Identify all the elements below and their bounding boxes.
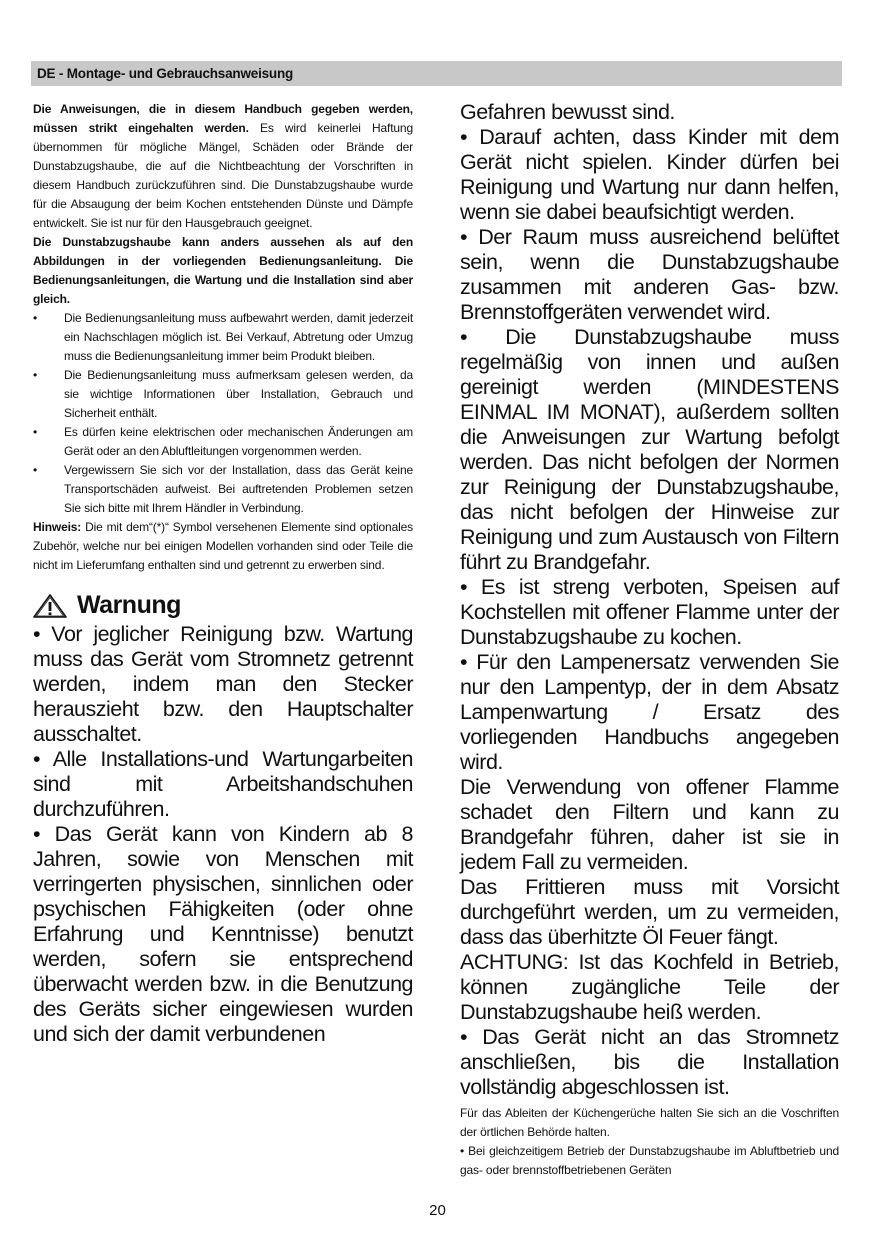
safety-paragraph: • Für den Lampenersatz verwenden Sie nur den Lampentyp, der in dem Absatz Lampenwartung / Ersatz des vorliegenden Handbuchs angegeben wird. [460, 650, 839, 774]
intro-text-block [33, 100, 413, 575]
list-item-text: Vergewissern Sie sich vor der Installation, dass das Gerät keine Transportschäden aufweist. Bei auftretenden Problemen setzen Sie sich bitte mit Ihrem Händler in Verbindung. [64, 463, 413, 515]
right-column [460, 100, 839, 1180]
safety-paragraph: • Darauf achten, dass Kinder mit dem Gerät nicht spielen. Kinder dürfen bei Reinigung und Wartung nur dann helfen, wenn sie dabei beaufsichtigt werden. [460, 125, 839, 224]
safety-paragraph: • Es ist streng verboten, Speisen auf Kochstellen mit offener Flamme unter der Dunstabzugshaube zu kochen. [460, 575, 839, 649]
notice-paragraph: Die Dunstabzugshaube kann anders aussehen als auf den Abbildungen in der vorliegenden Bedienungsanleitung. Die Bedienungsanleitungen, die Wartung und die Installation sind aber gleich. [33, 235, 413, 306]
hinweis-paragraph [33, 518, 413, 575]
safety-paragraph: Die Verwendung von offener Flamme schadet den Filtern und kann zu Brandgefahr führen, daher ist sie in jedem Fall zu vermeiden. [460, 775, 839, 874]
bullet-icon: • [33, 311, 38, 325]
intro-text: Es wird keinerlei Haftung übernommen für mögliche Mängel, Schäden oder Brände der Dunstabzugshaube, die auf die Nichtbeachtung der Vorschriften in diesem Handbuch zurückzuführen sind. Die Dunstabzugshaube wurde für die Absaugung der beim Kochen entstehenden Dünste und Dämpfe entwickelt. Sie ist nur für den Hausgebrauch geeignet. [33, 121, 413, 230]
page-number: 20 [429, 1202, 446, 1219]
bullet-icon: • [33, 463, 38, 477]
hinweis-label: Hinweis: [33, 520, 82, 534]
safety-paragraph: Gefahren bewusst sind. [460, 100, 675, 124]
note-paragraph: Für das Ableiten der Küchengerüche halten Sie sich an die Voschriften der örtlichen Behörde halten. [460, 1106, 839, 1139]
intro-bold: Die Anweisungen, die in diesem Handbuch gegeben werden, müssen strikt eingehalten werden. [33, 102, 413, 135]
warning-title: Warnung [77, 591, 181, 619]
bullet-icon: • [33, 368, 38, 382]
safety-paragraph: • Das Gerät nicht an das Stromnetz anschließen, bis die Installation vollständig abgeschlossen ist. [460, 1025, 839, 1099]
list-item [33, 461, 413, 518]
safety-paragraph: • Die Dunstabzugshaube muss regelmäßig von innen und außen gereinigt werden (MINDESTENS EINMAL IM MONAT), außerdem sollten die Anweisungen zur Wartung befolgt werden. Das nicht befolgen der Normen zur Reinigung der Dunstabzugshaube, das nicht befolgen der Hinweise zur Reinigung und zum Austausch von Filtern führt zu Brandgefahr. [460, 325, 839, 574]
list-item [33, 423, 413, 461]
safety-paragraph: • Der Raum muss ausreichend belüftet sein, wenn die Dunstabzugshaube zusammen mit anderen Gas- bzw. Brennstoffgeräten verwendet wird. [460, 225, 839, 324]
bullet-icon: • [33, 425, 38, 439]
safety-paragraph: ACHTUNG: Ist das Kochfeld in Betrieb, können zugängliche Teile der Dunstabzugshaube heiß werden. [460, 950, 839, 1024]
extraction-notes-block [460, 1104, 839, 1180]
safety-text-block [460, 100, 839, 1100]
list-item-text: Die Bedienungsanleitung muss aufmerksam gelesen werden, da sie wichtige Informationen über Installation, Gebrauch und Sicherheit enthält. [64, 368, 413, 420]
safety-paragraph: Das Frittieren muss mit Vorsicht durchgeführt werden, um zu vermeiden, dass das überhitzte Öl Feuer fängt. [460, 875, 839, 949]
section-header [31, 61, 842, 86]
warning-triangle-icon [33, 594, 67, 618]
warning-paragraph: • Vor jeglicher Reinigung bzw. Wartung muss das Gerät vom Stromnetz getrennt werden, indem man den Stecker herauszieht bzw. den Hauptschalter ausschaltet. [33, 622, 413, 746]
warning-paragraph: • Alle Installations-und Wartungarbeiten sind mit Arbeitshandschuhen durchzuführen. [33, 747, 413, 821]
note-paragraph: • Bei gleichzeitigem Betrieb der Dunstabzugshaube im Abluftbetrieb und gas- oder brennstoffbetriebenen Geräten [460, 1144, 839, 1177]
intro-paragraph [33, 100, 413, 233]
hinweis-text: Die mit dem“(*)“ Symbol versehenen Elemente sind optionales Zubehör, welche nur bei einigen Modellen vorhanden sind oder Teile die nicht im Lieferumfang enthalten sind und getrennt zu erwerben sind. [33, 520, 413, 572]
warning-heading [33, 591, 413, 620]
instruction-bullet-list [33, 309, 413, 518]
list-item-text: Die Bedienungsanleitung muss aufbewahrt werden, damit jederzeit ein Nachschlagen möglich ist. Bei Verkauf, Abtretung oder Umzug muss die Bedienungsanleitung immer beim Produkt bleiben. [64, 311, 413, 363]
warning-text-block [33, 622, 413, 1047]
list-item-text: Es dürfen keine elektrischen oder mechanischen Änderungen am Gerät oder an den Abluftleitungen vorgenommen werden. [64, 425, 413, 458]
list-item [33, 366, 413, 423]
left-column [33, 100, 413, 1047]
list-item [33, 309, 413, 366]
warning-paragraph: • Das Gerät kann von Kindern ab 8 Jahren, sowie von Menschen mit verringerten physischen, sinnlichen oder psychischen Fähigkeiten (oder ohne Erfahrung und Kenntnisse) benutzt werden, sofern sie entsprechend überwacht werden bzw. in die Benutzung des Geräts sicher eingewiesen wurden und sich der damit verbundenen [33, 822, 413, 1046]
section-title: DE - Montage- und Gebrauchsanweisung [37, 66, 294, 81]
